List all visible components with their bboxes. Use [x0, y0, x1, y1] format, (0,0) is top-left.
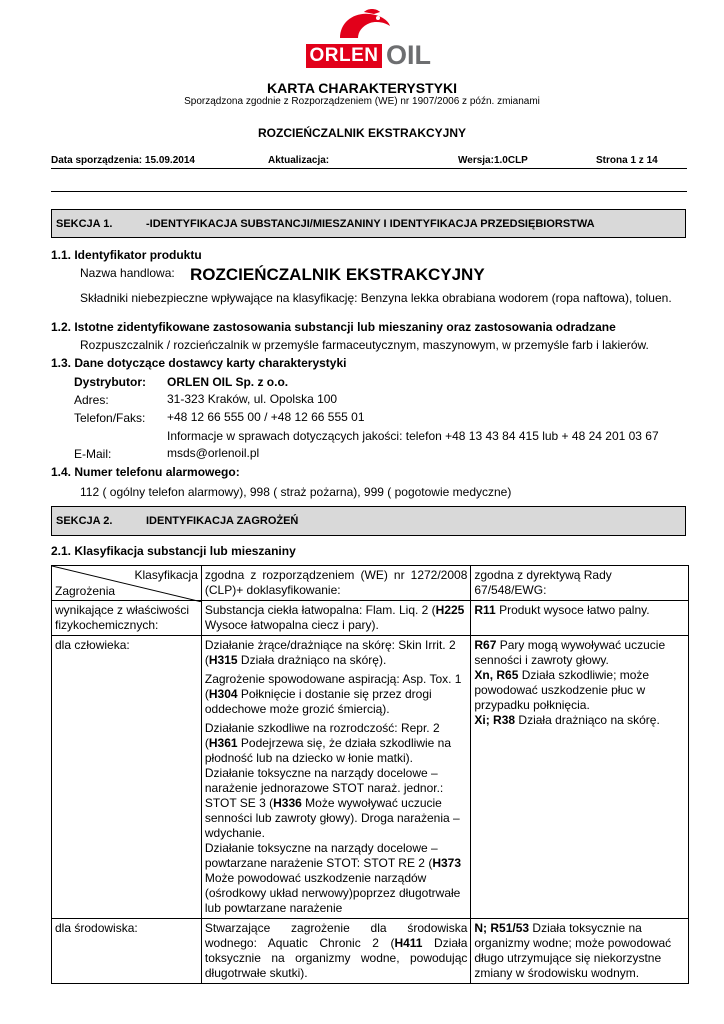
- clp-cell: [201, 601, 471, 636]
- cell-text: Działa toksycznie na organizmy wodne; może powodować długo utrzymujące się niekorzystne zmiany w środowisku wodnym.: [474, 921, 672, 980]
- hazard-code: H373: [432, 856, 461, 870]
- cell-text: Działanie żrące/drażniące na skórę: Skin Irrit. 2 (: [204, 638, 456, 667]
- table-row: [52, 919, 689, 984]
- subsection-1-2-title: 1.2. Istotne zidentyfikowane zastosowania substancji lub mieszaniny oraz zastosowania odradzane: [51, 320, 616, 334]
- hazard-code: H411: [394, 936, 423, 950]
- risk-code: Xi; R38: [474, 713, 516, 727]
- cell-text: Wysoce łatwopalna ciecz i pary).: [204, 618, 379, 632]
- cell-text: Działa drażniąco na skórę.: [515, 713, 660, 727]
- diagonal-header-cell: [52, 566, 202, 601]
- logo-brand-box: ORLEN: [306, 44, 382, 68]
- cell-text: Podejrzewa się, że działa szkodliwie na płodność lub na dziecko w łonie matki).: [204, 736, 452, 765]
- address-label: Adres:: [74, 393, 109, 407]
- hazard-code: H225: [435, 603, 465, 617]
- table-header-row: [52, 566, 689, 601]
- update-date: Aktualizacja:: [268, 155, 330, 166]
- email-link[interactable]: msds@orlenoil.pl: [167, 446, 260, 460]
- cell-text: Może powodować uszkodzenie narządów (ośrodkowy układ nerwowy)poprzez długotrwałe lub powtarzane narażenie: [204, 871, 461, 915]
- header-clp: zgodna z rozporządzeniem (WE) nr 1272/2008 (CLP)+ doklasyfikowanie:: [201, 566, 471, 601]
- phone-label: Telefon/Faks:: [74, 411, 146, 425]
- classification-table: [51, 565, 689, 984]
- header-divider-top: [51, 168, 687, 169]
- cell-text: Działanie toksyczne na narządy docelowe – narażenie jednorazowe STOT naraż. jednor.: STOT SE 3 (: [204, 766, 444, 810]
- date-created: Data sporządzenia: 15.09.2014: [51, 155, 195, 166]
- risk-code: Xn, R65: [474, 668, 519, 682]
- subsection-1-1-title: 1.1. Identyfikator produktu: [51, 248, 202, 262]
- cell-text: Działa toksycznie na organizmy wodne, powodując długotrwałe skutki).: [204, 936, 468, 980]
- row-label: dla środowiska:: [52, 919, 202, 984]
- header-classification: Klasyfikacja: [134, 568, 198, 582]
- cell-text: Substancja ciekła łatwopalna: Flam. Liq. 2 (: [204, 603, 436, 617]
- dsd-cell: [471, 601, 689, 636]
- identified-uses: Rozpuszczalnik / rozcieńczalnik w przemyśle farmaceutycznym, maszynowym, w przemyśle farb i lakierów.: [80, 338, 649, 352]
- cell-text: Może wywoływać uczucie senności lub zawroty głowy). Droga narażenia – wdychanie.: [204, 796, 460, 840]
- cell-text: Produkt wysoce łatwo palny.: [495, 603, 650, 617]
- subsection-1-3-title: 1.3. Dane dotyczące dostawcy karty charakterystyki: [51, 356, 347, 370]
- row-label: wynikające z właściwości fizykochemicznych:: [52, 601, 202, 636]
- emergency-numbers: 112 ( ogólny telefon alarmowy), 998 ( straż pożarna), 999 ( pogotowie medyczne): [80, 485, 512, 499]
- hazard-code: H304: [208, 687, 238, 701]
- cell-text: Działanie szkodliwe na rozrodczość: Repr. 2 (: [204, 721, 440, 750]
- trade-name-value: ROZCIEŃCZALNIK EKSTRAKCYJNY: [190, 265, 485, 284]
- section-2-number: SEKCJA 2.: [56, 515, 113, 527]
- distributor-value: ORLEN OIL Sp. z o.o.: [167, 375, 289, 389]
- logo-suffix: OIL: [386, 40, 431, 70]
- cell-text: Działa szkodliwie; może powodować uszkodzenie płuc w przypadku połknięcia.: [474, 668, 650, 712]
- section-2-title: IDENTYFIKACJA ZAGROŻEŃ: [146, 515, 299, 527]
- clp-cell: [201, 636, 471, 919]
- address-value: 31-323 Kraków, ul. Opolska 100: [167, 392, 338, 406]
- cell-text: Połknięcie i dostanie się przez drogi oddechowe może grozić śmiercią).: [204, 687, 432, 716]
- dsd-cell: [471, 636, 689, 919]
- table-row: [52, 601, 689, 636]
- risk-code: N; R51/53: [474, 921, 530, 935]
- subsection-1-4-title: 1.4. Numer telefonu alarmowego:: [51, 465, 240, 479]
- section-1-header: [51, 209, 686, 238]
- cell-text: Zagrożenie spowodowane aspiracją: Asp. Tox. 1 (: [204, 672, 462, 701]
- section-1-number: SEKCJA 1.: [56, 217, 113, 230]
- phone-value: +48 12 66 555 00 / +48 12 66 555 01: [167, 410, 365, 424]
- trade-name-label: Nazwa handlowa:: [80, 266, 175, 280]
- clp-cell: [201, 919, 471, 984]
- cell-text: Działa drażniąco na skórę).: [237, 653, 387, 667]
- eagle-icon: [334, 8, 394, 42]
- header-dsd: zgodna z dyrektywą Rady 67/548/EWG:: [471, 566, 689, 601]
- hazard-code: H336: [273, 796, 302, 810]
- version: Wersja:1.0CLP: [458, 155, 528, 166]
- table-row: [52, 636, 689, 919]
- hazard-code: H315: [208, 653, 238, 667]
- quality-info: Informacje w sprawach dotyczących jakości: telefon +48 13 43 84 415 lub + 48 24 201 03 67: [167, 429, 659, 443]
- page-number: Strona 1 z 14: [596, 155, 658, 166]
- cell-text: Pary mogą wywoływać uczucie senności i zawroty głowy.: [474, 638, 666, 667]
- orlen-oil-logo: [306, 8, 446, 70]
- header-divider-bottom: [51, 191, 687, 192]
- row-label: dla człowieka:: [52, 636, 202, 919]
- document-subtitle: Sporządzona zgodnie z Rozporządzeniem (WE) nr 1907/2006 z późn. zmianami: [184, 96, 540, 107]
- section-1-title: -IDENTYFIKACJA SUBSTANCJI/MIESZANINY I IDENTYFIKACJA PRZEDSIĘBIORSTWA: [146, 217, 595, 230]
- hazard-code: H361: [208, 736, 238, 750]
- cell-text: Działanie toksyczne na narządy docelowe – powtarzane narażenie STOT: STOT RE 2 (: [204, 841, 438, 870]
- email-label: E-Mail:: [74, 447, 112, 461]
- header-hazards: Zagrożenia: [55, 584, 116, 598]
- risk-code: R67: [474, 638, 497, 652]
- risk-code: R11: [474, 603, 496, 617]
- cell-text: Stwarzające zagrożenie dla środowiska wodnego: Aquatic Chronic 2 (: [204, 921, 468, 950]
- hazardous-ingredients: Składniki niebezpieczne wpływające na klasyfikację: Benzyna lekka obrabiana wodorem (ropa naftowa), toluen.: [80, 291, 672, 305]
- distributor-label: Dystrybutor:: [74, 375, 147, 389]
- section-2-header: [51, 506, 686, 536]
- header-product-name: ROZCIEŃCZALNIK EKSTRAKCYJNY: [257, 126, 466, 140]
- document-title: KARTA CHARAKTERYSTYKI: [266, 80, 458, 96]
- subsection-2-1-title: 2.1. Klasyfikacja substancji lub mieszaniny: [51, 544, 296, 558]
- dsd-cell: [471, 919, 689, 984]
